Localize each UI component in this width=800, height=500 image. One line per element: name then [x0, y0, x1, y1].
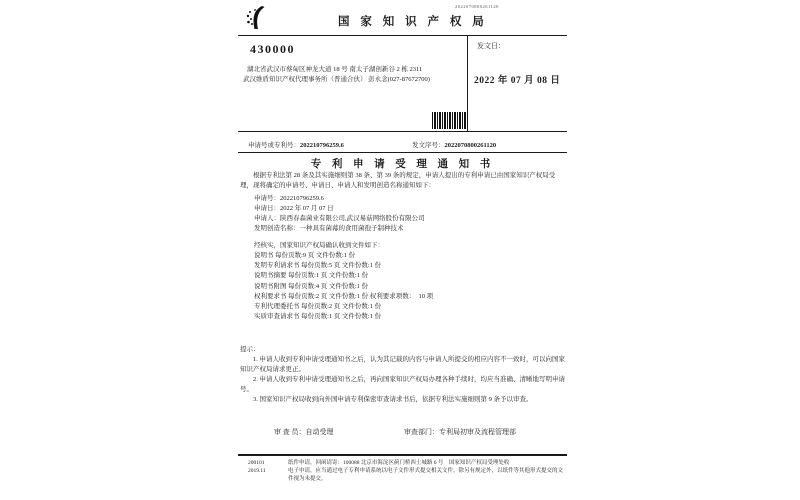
notice-field — [254, 224, 425, 234]
tip-item: 2. 申请人收到专利申请受理通知书之后，再向国家知识产权局办理各种手续时，均应当准确、清晰地写明申请号。 — [240, 376, 565, 393]
department-value: 专利局初审及流程管理部 — [439, 428, 516, 436]
app-number-value: 202210796259.6 — [300, 142, 344, 149]
footer-notes — [288, 459, 566, 483]
cnipa-logo-icon — [243, 4, 271, 32]
received-document: 权利要求书 每份页数:2 页 文件份数:1 份 权利要求项数： 10 项 — [254, 292, 434, 300]
tip-item: 1. 申请人收到专利申请受理通知书之后，认为其记载的内容与申请人所提交的相应内容不一致时，可以向国家知识产权局请求更正。 — [240, 356, 565, 373]
dispatch-serial-value: 2022070800261120 — [444, 142, 497, 149]
examiner-label: 审 查 员： — [274, 428, 306, 436]
field-value: 陕西春森菌业有限公司,武汉易菇网络股份有限公司 — [280, 215, 425, 222]
field-value: 2022 年 07 月 07 日 — [280, 205, 334, 212]
field-label: 申请号： — [254, 195, 280, 202]
agency-title: 国 家 知 识 产 权 局 — [338, 16, 488, 28]
received-document: 实质审查请求书 每份页数:1 页 文件份数:1 份 — [254, 313, 382, 321]
form-code-block — [248, 459, 266, 475]
form-code: 200101 — [248, 460, 265, 466]
divider-footer — [238, 454, 567, 456]
footer-note-electronic: 电子申请，应当通过电子专利申请系统以电子文件形式提交相关文件。除另有规定外，以纸件等其他形式提交的文件视为未提交。 — [288, 468, 564, 482]
received-documents-list — [254, 251, 433, 322]
received-document: 发明专利请求书 每份页数:5 页 文件份数:1 份 — [254, 262, 382, 270]
notice-title: 专 利 申 请 受 理 通 知 书 — [310, 159, 495, 170]
application-number-row — [248, 140, 344, 149]
postal-code: 430000 — [250, 42, 295, 56]
field-value: 202210796259.6 — [280, 195, 324, 202]
app-number-label: 申请号或专利号： — [248, 142, 300, 149]
dispatch-serial-label: 发文序号： — [412, 142, 445, 149]
doc-serial-number: 2022070800261120 — [455, 4, 499, 9]
notice-field — [254, 204, 425, 214]
footer-note-paper: 纸件申请，回函请寄：100088 北京市海淀区蓟门桥西土城路 6 号 国家知识产权局受理处收 — [288, 460, 510, 466]
field-label: 申请日： — [254, 205, 280, 212]
divider-under-appnum — [238, 152, 567, 153]
recipient-agent: 武汉维盾知识产权代理事务所（普通合伙） 彭永念(027-87672700) — [243, 76, 430, 83]
tip-item: 3. 国家知识产权局收到向外国申请专利保密审查请求书后，依据专利法实施细则第 9 条予以审查。 — [253, 396, 533, 403]
received-document: 说明书附图 每份页数:4 页 文件份数:1 份 — [254, 282, 369, 290]
department-label: 审查部门： — [404, 428, 439, 436]
received-document: 专利代理委托书 每份页数:2 页 文件份数:1 份 — [254, 303, 382, 311]
tips-block — [240, 345, 566, 405]
dispatch-serial-row — [412, 140, 496, 149]
received-document: 说明书 每份页数:9 页 文件份数:1 份 — [254, 252, 356, 259]
notice-field — [254, 194, 425, 204]
form-version: 2019.11 — [248, 468, 266, 474]
notice-fields — [254, 194, 425, 234]
notice-field — [254, 214, 425, 224]
barcode — [432, 112, 466, 129]
dispatch-date-label: 发文日： — [477, 42, 505, 50]
dispatch-date-value: 2022 年 07 月 08 日 — [474, 76, 561, 86]
examiner-row — [274, 427, 334, 437]
divider-under-address — [238, 131, 567, 132]
tips-title: 提示： — [240, 346, 260, 353]
department-row — [404, 427, 516, 437]
field-label: 申请人： — [254, 215, 280, 222]
notice-intro: 根据专利法第 28 条及其实施细则第 38 条、第 39 条的规定，申请人提出的专利申请已由国家知识产权局受理，现将确定的申请号、申请日、申请人和发明创造名称通知如下： — [240, 172, 556, 189]
field-label: 发明创造名称： — [254, 225, 300, 232]
tips-list — [240, 355, 566, 405]
recipient-address: 湖北省武汉市蔡甸区神龙大道 18 号 南太子湖创新谷 2 栋 2311 — [247, 66, 423, 73]
field-value: 一种具有菌幕的食用菌孢子制种技术 — [299, 225, 404, 232]
divider-top — [238, 35, 567, 36]
divider-vertical — [467, 35, 468, 131]
received-intro: 经核实，国家知识产权局确认收到文件如下： — [254, 242, 384, 249]
received-document: 说明书摘要 每份页数:1 页 文件份数:1 份 — [254, 272, 369, 280]
examiner-value: 自动受理 — [305, 428, 334, 436]
